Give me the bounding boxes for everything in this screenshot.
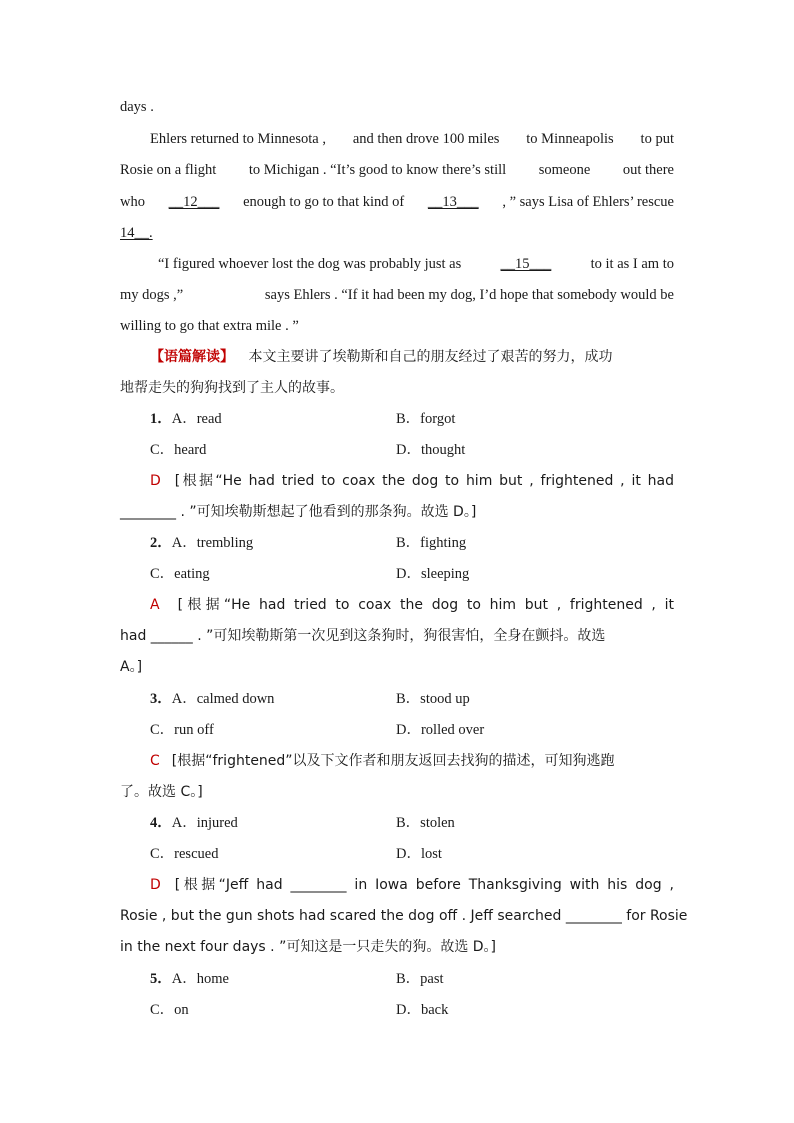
explanation-line: D [根据“Jeff had ________ in Iowa before Thanksgiving with his dog , [150, 877, 674, 893]
question-1: 1．A．read [150, 411, 222, 427]
summary-tag: 【语篇解读】 [150, 349, 234, 365]
option-a[interactable]: A．injured [171, 815, 238, 831]
explanation-line: ________ . ”可知埃勒斯想起了他看到的那条狗。故选 D。] [120, 504, 477, 520]
explanation-line: D [根据“He had tried to coax the dog to him but , frightened , it had [150, 473, 674, 489]
blank-14[interactable]: 14__. [120, 225, 153, 241]
question-2: 2．A．trembling [150, 535, 254, 551]
answer-letter: D [150, 877, 161, 893]
option-d[interactable]: D．lost [396, 846, 442, 862]
explanation-line: A [根据“He had tried to coax the dog to him but , frightened , it [150, 597, 674, 613]
answer-letter: C [150, 753, 160, 769]
passage-line: who __12___ enough to go to that kind of __13___ , ” says Lisa of Ehlers’ rescue [120, 194, 674, 210]
option-b[interactable]: B．stood up [396, 691, 470, 707]
option-b[interactable]: B．stolen [396, 815, 455, 831]
option-c[interactable]: C．rescued [150, 846, 219, 862]
explanation-line: Rosie , but the gun shots had scared the dog off . Jeff searched ________ for Rosie [120, 908, 688, 924]
option-d[interactable]: D．sleeping [396, 566, 470, 582]
option-a[interactable]: A．read [171, 411, 222, 427]
option-d[interactable]: D．rolled over [396, 722, 485, 738]
blank-13[interactable]: __13___ [427, 194, 479, 210]
option-a[interactable]: A．trembling [171, 535, 254, 551]
summary-line: 【语篇解读】 本文主要讲了埃勒斯和自己的朋友经过了艰苦的努力，成功 [150, 349, 613, 365]
passage-line: my dogs ,” says Ehlers . “If it had been my dog, I’d hope that somebody would be [120, 287, 674, 303]
option-c[interactable]: C．on [150, 1002, 189, 1018]
passage-line: Ehlers returned to Minnesota , and then drove 100 miles to Minneapolis to put [150, 131, 674, 147]
option-c[interactable]: C．heard [150, 442, 207, 458]
option-b[interactable]: B．fighting [396, 535, 467, 551]
option-c[interactable]: C．run off [150, 722, 214, 738]
explanation-line: C [根据“frightened”以及下文作者和朋友返回去找狗的描述，可知狗逃跑 [150, 753, 615, 769]
passage-line: willing to go that extra mile . ” [120, 318, 299, 334]
summary-line: 地帮走失的狗狗找到了主人的故事。 [120, 380, 344, 396]
passage-line [120, 223, 674, 243]
option-b[interactable]: B．forgot [396, 411, 456, 427]
option-a[interactable]: A．home [171, 971, 229, 987]
explanation-line: 了。故选 C。] [120, 784, 203, 800]
explanation-line: A。] [120, 659, 143, 675]
question-5: 5．A．home [150, 971, 229, 987]
blank-12[interactable]: __12___ [168, 194, 220, 210]
question-3: 3．A．calmed down [150, 691, 275, 707]
explanation-line: in the next four days . ”可知这是一只走失的狗。故选 D。] [120, 939, 497, 955]
option-c[interactable]: C．eating [150, 566, 210, 582]
answer-letter: D [150, 473, 161, 489]
passage-line: “I figured whoever lost the dog was probably just as __15___ to it as I am to [158, 256, 674, 272]
passage-line: days . [120, 99, 154, 115]
option-a[interactable]: A．calmed down [171, 691, 275, 707]
option-d[interactable]: D．back [396, 1002, 449, 1018]
option-b[interactable]: B．past [396, 971, 444, 987]
option-d[interactable]: D．thought [396, 442, 466, 458]
question-4: 4．A．injured [150, 815, 238, 831]
blank-15[interactable]: __15___ [500, 256, 552, 272]
explanation-line: had ______ . ”可知埃勒斯第一次见到这条狗时，狗很害怕，全身在颤抖。故选 [120, 628, 606, 644]
answer-letter: A [150, 597, 160, 613]
passage-line: Rosie on a flight to Michigan . “It’s good to know there’s still someone out there [120, 162, 674, 178]
